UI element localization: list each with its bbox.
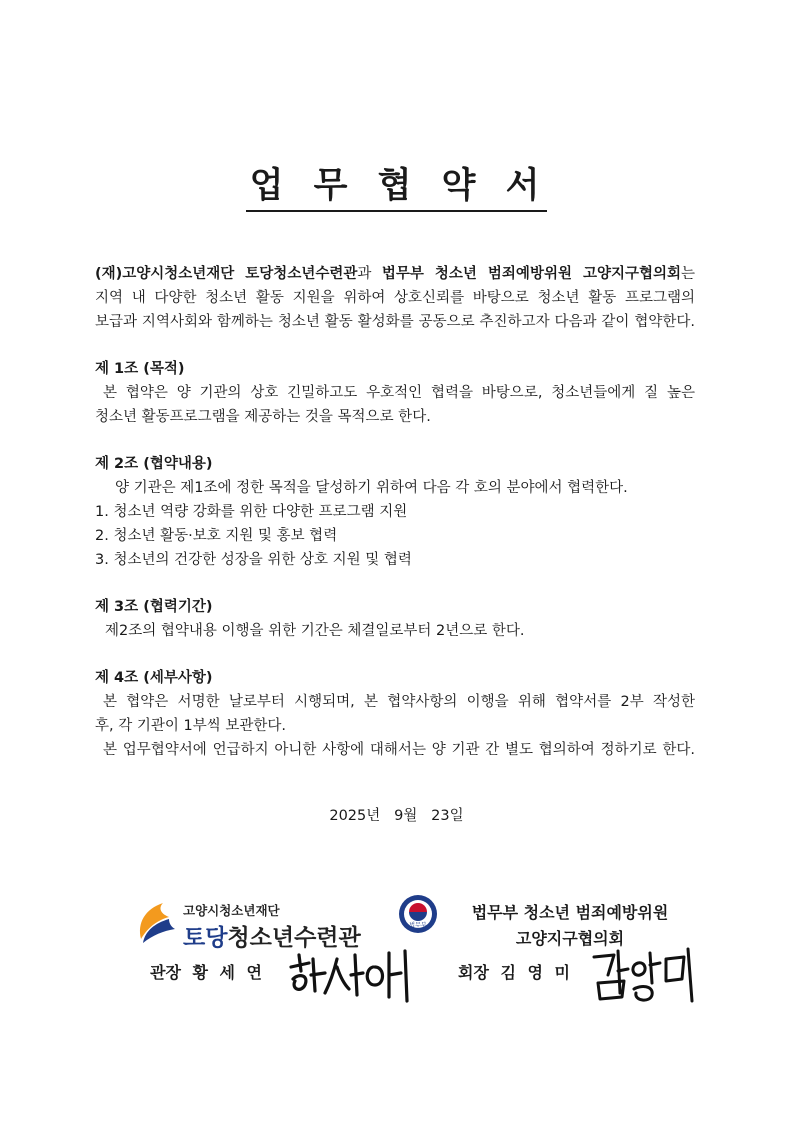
article-1-line-1: 본 협약은 양 기관의 상호 긴밀하고도 우호적인 협력을 바탕으로, 청소년들에게 질 높은	[103, 385, 695, 401]
intro-line-2: 지역 내 다양한 청소년 활동 지원을 위하여 상호신뢰를 바탕으로 청소년 활동 프로그램의	[95, 290, 695, 306]
article-1-heading: 제 1조 (목적)	[95, 361, 185, 377]
article-4-line-1: 본 협약은 서명한 날로부터 시행되며, 본 협약사항의 이행을 위해 협약서를 2부 작성한	[103, 694, 695, 710]
org2-signatory	[458, 960, 570, 983]
org2-sign-role: 회장	[458, 963, 489, 982]
article-3-heading: 제 3조 (협력기간)	[95, 599, 213, 615]
org2-name-line-1: 법무부 청소년 범죄예방위원	[471, 903, 669, 922]
article-2-item-1: 1. 청소년 역량 강화를 위한 다양한 프로그램 지원	[95, 504, 408, 520]
org1-foundation-name: 고양시청소년재단	[183, 903, 280, 918]
org1-name-dark: 청소년수련관	[227, 925, 361, 951]
intro-line-1	[95, 262, 695, 286]
todang-youth-center-logo	[133, 897, 373, 951]
particle: 는	[681, 266, 696, 282]
conjunction: 과	[357, 266, 372, 282]
party-1-name: (재)고양시청소년재단 토당청소년수련관	[95, 266, 358, 282]
document-title: 업 무 협 약 서	[0, 158, 793, 208]
article-3-line-1: 제2조의 협약내용 이행을 위한 기간은 체결일로부터 2년으로 한다.	[105, 623, 525, 639]
swoosh-logo-icon	[133, 899, 179, 945]
article-2-item-2: 2. 청소년 활동·보호 지원 및 홍보 협력	[95, 528, 338, 544]
signing-date: 2025년 9월 23일	[329, 808, 464, 824]
article-4-line-2: 후, 각 기관이 1부씩 보관한다.	[95, 718, 286, 734]
org1-name-blue: 토당	[183, 925, 228, 951]
org2-sign-name: 김 영 미	[500, 963, 571, 982]
article-2-heading: 제 2조 (협약내용)	[95, 456, 213, 472]
article-1-line-2: 청소년 활동프로그램을 제공하는 것을 목적으로 한다.	[95, 409, 431, 425]
org1-sign-name: 황 세 연	[192, 963, 263, 982]
org1-signatory	[150, 960, 262, 983]
article-4-line-3: 본 업무협약서에 언급하지 아니한 사항에 대해서는 양 기관 간 별도 협의하여 정하기로 한다.	[103, 742, 695, 758]
article-4-heading: 제 4조 (세부사항)	[95, 670, 213, 686]
org2-handwritten-signature	[588, 945, 698, 1007]
article-2-item-3: 3. 청소년의 건강한 성장을 위한 상호 지원 및 협력	[95, 552, 412, 568]
org1-handwritten-signature	[285, 945, 415, 1005]
ministry-of-justice-seal-icon	[398, 894, 438, 934]
intro-line-3: 보급과 지역사회와 함께하는 청소년 활동 활성화를 공동으로 추진하고자 다음과 같이 협약한다.	[95, 314, 695, 330]
org2-name-line-2: 고양지구협의회	[515, 929, 625, 948]
seal-label: 법무부	[409, 922, 427, 929]
party-2-name: 법무부 청소년 범죄예방위원 고양지구협의회	[381, 266, 681, 282]
article-2-line-1: 양 기관은 제1조에 정한 목적을 달성하기 위하여 다음 각 호의 분야에서 협력한다.	[115, 480, 628, 496]
org1-sign-role: 관장	[150, 963, 181, 982]
